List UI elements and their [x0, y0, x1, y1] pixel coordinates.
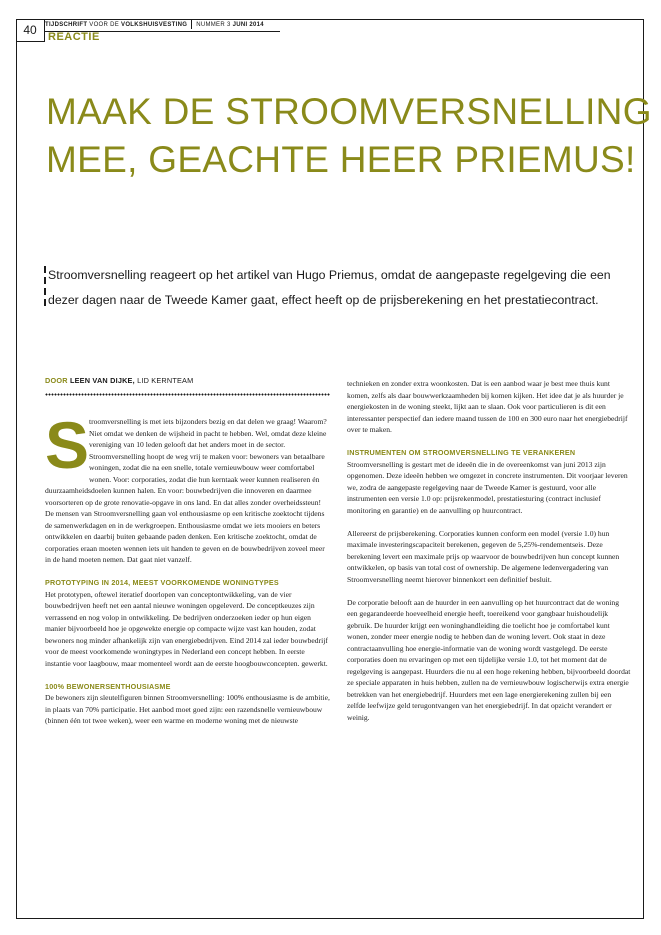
paragraph: Allereerst de prijsberekening. Corporaties kunnen conform een model (versie 1.0) hun maximale investeringscapaciteit berekenen, gegeven de 5,25%-rendementseis. Deze berekening levert een maximale prijs op waarvoor de bouwbedrijven hun concept kunnen ontwikkelen, op basis van total cost of ownership. De algemene ledenvergadering van Stroomversnelling neemt hierover binnenkort een definitief besluit. [347, 528, 620, 584]
author-role: LID KERNTEAM [137, 376, 194, 385]
subheading: PROTOTYPING IN 2014, MEEST VOORKOMENDE WONINGTYPES [45, 578, 279, 587]
byline-prefix: DOOR [45, 376, 68, 385]
paragraph: Stroomversnelling is gestart met de ideeën die in de overeenkomst van juni 2013 zijn opgenomen. Deze ideeën hebben we omgezet in concrete instrumenten. Dit voorjaar leveren we, zodra de aangepaste regelgeving naar de Tweede Kamer is gestuurd, voor alle instrumenten een versie 1.0 op: prijsrekenmodel, prestatiesturing (contract inclusief monitoring en garantie) en de aanvulling op huurcontract. [347, 459, 628, 515]
title-line-2: MEE, GEACHTE HEER PRIEMUS! [46, 139, 636, 180]
author-name: LEEN VAN DIJKE, [69, 376, 135, 385]
paragraph: troomversnelling is met iets bijzonders bezig en dat delen we graag! Waarom? Niet omdat we denken de wijsheid in pacht te hebben. Wel, omdat deze kleine vereniging van 10 leden gelooft dat het anders moet in de sector. Stroomversnelling hoopt de weg vrij te maken voor: bewoners van betaalbare woningen, zodat die na een snelle, totale vernieuwbouw weer comfortabel wonen. Voor: corporaties, zodat die hun kerntaak weer kunnen realiseren én duurzaamheidsdoelen kunnen halen. En voor: bouwbedrijven die innoveren en daarmee voorsorteren op de grote renovatie-opgave in ons land. En dat alles zonder overheidssteun! [45, 417, 327, 507]
paragraph: technieken en zonder extra woonkosten. Dat is een aanbod waar je best mee thuis kunt komen, zelfs als daar bouwwerkzaamheden bij komen kijken. Het idee dat je als huurder je energiekosten in de woning steekt, lijkt aan te slaan. Ook voor particulieren is dit een interessanter perspectief dan iedere maand tussen de 100 en 300 euro naar het energiebedrijf over te maken. [347, 379, 628, 434]
header-divider [191, 20, 192, 29]
section-label: REACTIE [48, 31, 100, 43]
column-left [45, 408, 330, 727]
lead-line-1: Stroomversnelling reageert op het artikel van Hugo Priemus, omdat de aangepaste regelgeving die een [48, 268, 611, 282]
subheading: INSTRUMENTEN OM STROOMVERSNELLING TE VERANKEREN [347, 448, 576, 457]
dotted-divider [45, 393, 330, 396]
article-lead [48, 263, 638, 313]
page-number: 40 [16, 19, 45, 42]
byline [45, 376, 193, 385]
drop-cap: S [45, 408, 90, 482]
paragraph: De mensen van Stroomversnelling gaan vol enthousiasme op een kritische zoektocht tijdens de samenwerkdagen en in de werkgroepen. Enthousiasme omdat we iets mooiers en beters ontwikkelen en daarbij buiten gebaande paden denken. Een kritische zoektocht, omdat de corporaties eraan moeten wennen iets uit handen te geven en de bouwbedrijven zoveel meer in de hand moeten nemen. Dat gaat niet vanzelf. [45, 509, 325, 564]
issue-date: JUNI 2014 [232, 22, 264, 28]
magazine-name-part3: VOLKSHUISVESTING [121, 22, 188, 28]
issue-number: NUMMER 3 [196, 22, 231, 28]
subheading: 100% BEWONERSENTHOUSIASME [45, 681, 171, 691]
title-line-1: MAAK DE STROOMVERSNELLING [46, 91, 652, 132]
article-title [46, 88, 652, 184]
column-right [347, 378, 631, 723]
paragraph: De corporatie belooft aan de huurder in een aanvulling op het huurcontract dat de woning een gegarandeerde hoeveelheid energie heeft, toereikend voor gangbaar huishoudelijk gebruik. De huurder krijgt een woninghandleiding die toelicht hoe je comfortabel kunt wonen, zonder meer energie nodig te hebben dan de woning levert. Ook staat in deze contractaanvulling hoe energie-informatie van de woning wordt vastgelegd. De eerste corporaties doen nu ervaringen op met een tijdelijke versie 1.0, tot het moment dat de regelgeving is aangepast. Huurders die nu al een hoge rekening hebben, bijvoorbeeld doordat ze speciale apparaten in huis hebben, zullen na de vernieuwbouw logischerwijs extra energie betrekken van het energiebedrijf. Huurders met een lage energierekening zullen bij een zelfde leefwijze geld terugontvangen van het energiebedrijf. In dat opzicht verandert er weinig. [347, 597, 631, 722]
magazine-name-part1: TIJDSCHRIFT [45, 22, 88, 28]
paragraph: De bewoners zijn sleutelfiguren binnen Stroomversnelling: 100% enthousiasme is de ambitie, in plaats van 70% participatie. Het aanbod moet goed zijn: een razendsnelle vernieuwbouw (binnen één tot twee weken), weer een warme en moderne woning met de nieuwste [45, 693, 330, 725]
magazine-name-part2: VOOR DE [89, 22, 120, 28]
lead-marker [44, 266, 46, 309]
paragraph: Het prototypen, oftewel iteratief doorlopen van conceptontwikkeling, van de vier bouwbedrijven heeft net een aantal nieuwe woningen opgeleverd. De conceptkeuzes zijn verrassend en nog volop in ontwikkeling. De bedrijven onderzoeken ieder op hun eigen manier bijvoorbeeld hoe je opgewekte energie op compacte wijze vast kan houden, zodat bewoners nog minder afhankelijk zijn van energiebedrijven. Eind 2014 zal ieder bouwbedrijf voor de meest voorkomende woningtypes in Nederland een concept hebben. In eerste instantie voor laagbouw, maar momenteel wordt aan de eerste hoogbouwconcepten. gewerkt. [45, 589, 328, 668]
lead-line-2: dezer dagen naar de Tweede Kamer gaat, effect heeft op de prijsberekening en het prestatiecontract. [48, 293, 599, 307]
